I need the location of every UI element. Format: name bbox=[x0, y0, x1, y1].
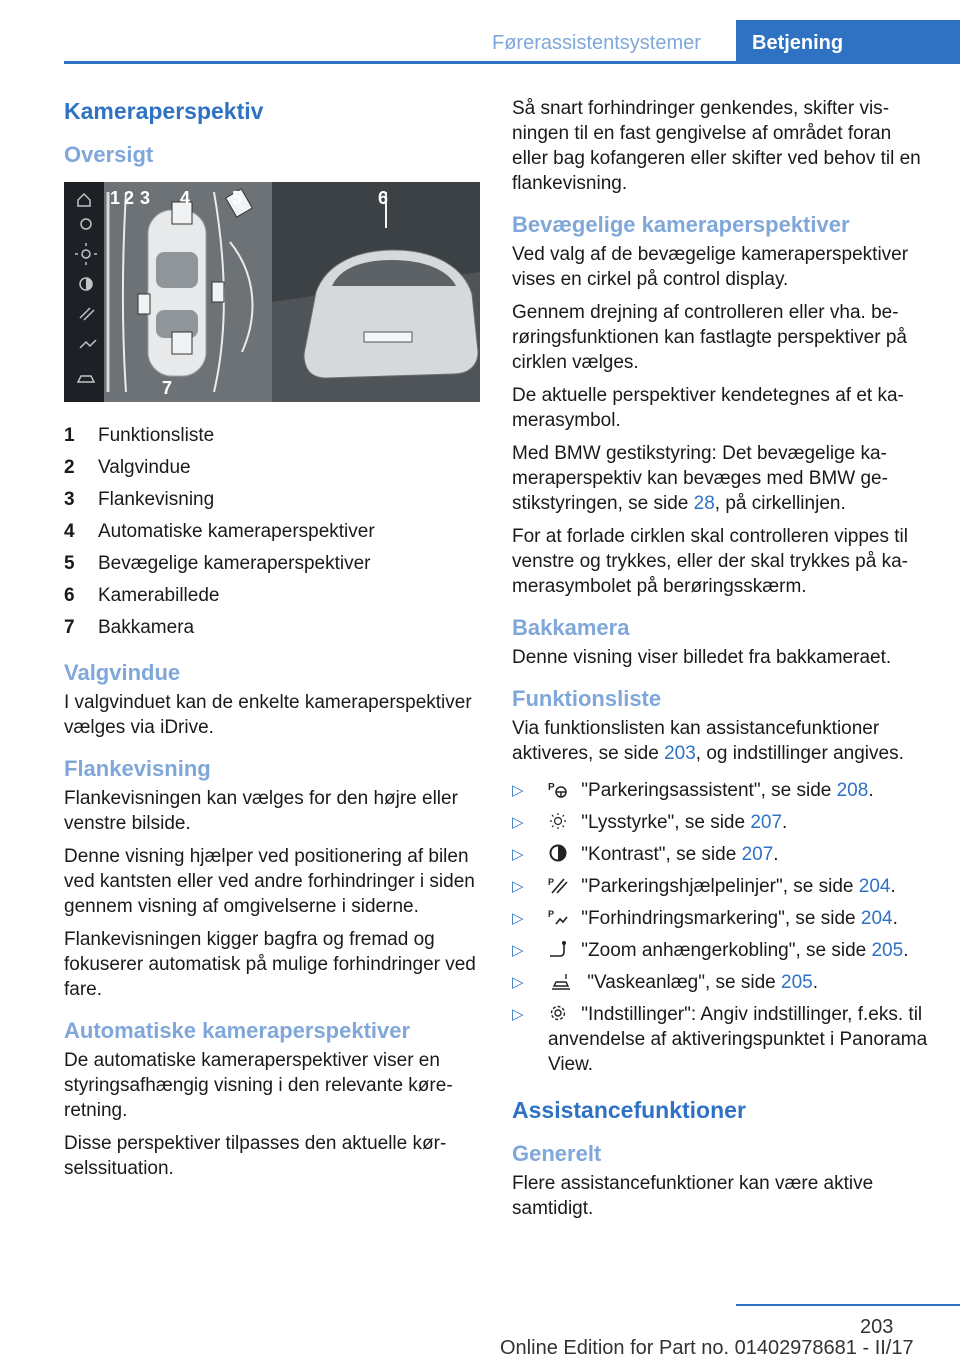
subheading-selection-window: Valgvindue bbox=[64, 660, 181, 685]
page-number: 203 bbox=[860, 1316, 894, 1338]
footer-rule bbox=[736, 1304, 960, 1306]
page-link[interactable]: 28 bbox=[693, 493, 715, 514]
paragraph: De automatiske kameraperspektiver viser en styringsafhængig visning i den relevante køreretning. bbox=[64, 1050, 453, 1121]
contrast-icon bbox=[548, 844, 568, 862]
callout-3: 3 bbox=[140, 188, 151, 208]
subheading-side-view: Flankevisning bbox=[64, 756, 211, 781]
paragraph: Gennem drejning af controlleren eller vha. berøringsfunktionen kan fastlagte perspektiver på cirklen vælges. bbox=[512, 302, 907, 373]
car-wash-icon bbox=[548, 972, 574, 990]
bullet-triangle-icon: ▷ bbox=[512, 782, 524, 799]
page-link[interactable]: 204 bbox=[858, 876, 891, 897]
bullet-triangle-icon: ▷ bbox=[512, 1006, 524, 1023]
bullet-triangle-icon: ▷ bbox=[512, 974, 524, 991]
subheading-function-list: Funktionsliste bbox=[512, 686, 662, 711]
list-item: ▷ "Kontrast", se side 207. bbox=[512, 844, 779, 865]
function-list-items bbox=[512, 778, 930, 1077]
callout-6: 6 bbox=[378, 188, 389, 208]
paragraph: Flere assistancefunktioner kan være aktive samtidigt. bbox=[512, 1173, 874, 1219]
page-link[interactable]: 207 bbox=[741, 844, 774, 865]
legend-item: 2 Valgvindue bbox=[64, 457, 191, 478]
svg-text:P: P bbox=[548, 909, 555, 919]
page-link[interactable]: 207 bbox=[750, 812, 783, 833]
page-link[interactable]: 205 bbox=[871, 940, 904, 961]
bullet-triangle-icon: ▷ bbox=[512, 814, 524, 831]
legend-item: 3 Flankevisning bbox=[64, 489, 215, 510]
subheading-automatic-perspectives: Automatiske kameraperspektiver bbox=[64, 1018, 411, 1043]
page-link[interactable]: 204 bbox=[860, 908, 893, 929]
svg-text:P: P bbox=[548, 877, 555, 887]
paragraph: Flankevisningen kan vælges for den højre eller venstre bilside. bbox=[64, 788, 458, 834]
trailer-hitch-icon bbox=[548, 940, 568, 958]
paragraph: Ved valg af de bevægelige kameraperspektiver vises en cirkel på control display. bbox=[512, 244, 909, 290]
callout-4: 4 bbox=[180, 188, 191, 208]
section-heading-camera-perspective: Kameraperspektiv bbox=[64, 98, 264, 124]
bullet-triangle-icon: ▷ bbox=[512, 846, 524, 863]
paragraph: Denne visning viser billedet fra bakkameraet. bbox=[512, 647, 892, 668]
legend-item: 5 Bevægelige kameraperspektiver bbox=[64, 553, 371, 574]
legend-item: 6 Kamerabillede bbox=[64, 585, 220, 606]
legend-item: 4 Automatiske kameraperspektiver bbox=[64, 521, 375, 542]
subheading-overview: Oversigt bbox=[64, 142, 154, 167]
svg-text:P: P bbox=[548, 782, 555, 793]
right-column bbox=[512, 96, 930, 1229]
section-title: Førerassistentsystemer bbox=[492, 32, 701, 54]
list-item: ▷ "Zoom anhængerkobling", se side 205. bbox=[512, 940, 909, 961]
list-item: ▷ "Indstillinger": Angiv indstillinger, f.eks. til anvendelse af aktiveringspunktet i Panorama View. bbox=[512, 1004, 928, 1075]
bullet-triangle-icon: ▷ bbox=[512, 910, 524, 927]
settings-gear-icon bbox=[548, 1004, 568, 1022]
list-item: ▷ P "Forhindringsmarkering", se side 204. bbox=[512, 908, 898, 929]
edition-line: Online Edition for Part no. 01402978681 - II/17 bbox=[500, 1337, 914, 1359]
parking-assistant-icon bbox=[548, 780, 568, 798]
figure-legend bbox=[64, 420, 482, 644]
list-item: ▷ P "Parkeringsassistent", se side 208. bbox=[512, 780, 874, 801]
camera-view-illustration bbox=[64, 182, 480, 402]
obstacle-marking-icon bbox=[548, 908, 568, 926]
list-item: ▷ "Vaskeanlæg", se side 205. bbox=[512, 972, 819, 993]
legend-item: 7 Bakkamera bbox=[64, 617, 195, 638]
paragraph: Med BMW gestikstyring: Det bevægelige kameraperspektiv kan bevæges med BMW gestikstyringen, se side 28, på cirkellinjen. bbox=[512, 443, 888, 514]
page-link[interactable]: 208 bbox=[836, 780, 869, 801]
bullet-triangle-icon: ▷ bbox=[512, 878, 524, 895]
legend-item: 1 Funktionsliste bbox=[64, 425, 215, 446]
list-item: ▷ P "Parkeringshjælpelinjer", se side 204. bbox=[512, 876, 896, 897]
paragraph: Via funktionslisten kan assistancefunktioner aktiveres, se side 203, og indstillinger angives. bbox=[512, 718, 904, 764]
subheading-general: Generelt bbox=[512, 1141, 602, 1166]
list-item: ▷ "Lysstyrke", se side 207. bbox=[512, 812, 788, 833]
paragraph: Disse perspektiver tilpasses den aktuelle kørselssituation. bbox=[64, 1133, 447, 1179]
page-footer bbox=[0, 1304, 960, 1362]
callout-1: 1 bbox=[110, 188, 121, 208]
paragraph: I valgvinduet kan de enkelte kameraperspektiver vælges via iDrive. bbox=[64, 692, 472, 738]
subheading-movable-perspectives: Bevægelige kameraperspektiver bbox=[512, 212, 850, 237]
page-link[interactable]: 205 bbox=[781, 972, 813, 993]
section-heading-assist-functions: Assistancefunktioner bbox=[512, 1097, 746, 1123]
parking-lines-icon bbox=[548, 876, 568, 894]
callout-7: 7 bbox=[162, 378, 173, 398]
paragraph: For at forlade cirklen skal controlleren vippes til venstre og trykkes, eller der skal trykkes på kamerasymbolet på berøringsskærm. bbox=[512, 526, 909, 597]
brightness-icon bbox=[548, 812, 568, 830]
page-link[interactable]: 203 bbox=[664, 743, 696, 764]
bullet-triangle-icon: ▷ bbox=[512, 942, 524, 959]
paragraph: Så snart forhindringer genkendes, skifter visningen til en fast gengivelse af området foran eller bag kofangeren eller skifter ved behov til en flankevisning. bbox=[512, 98, 921, 194]
paragraph: De aktuelle perspektiver kendetegnes af et kamerasymbol. bbox=[512, 385, 904, 431]
paragraph: Flankevisningen kigger bagfra og fremad og fokuserer automatisk på mulige forhindringer ved fare. bbox=[64, 929, 476, 1000]
paragraph: Denne visning hjælper ved positionering af bilen ved kantsten eller ved andre forhindringer i siden gennem visning af omgivelserne i siderne. bbox=[64, 846, 475, 917]
left-column bbox=[64, 96, 482, 1189]
chapter-tab: Betjening bbox=[736, 20, 960, 64]
page-header bbox=[0, 0, 960, 64]
callout-2: 2 bbox=[124, 188, 135, 208]
subheading-rear-camera: Bakkamera bbox=[512, 615, 630, 640]
header-rule bbox=[64, 61, 736, 64]
callout-5: 5 bbox=[232, 188, 243, 208]
